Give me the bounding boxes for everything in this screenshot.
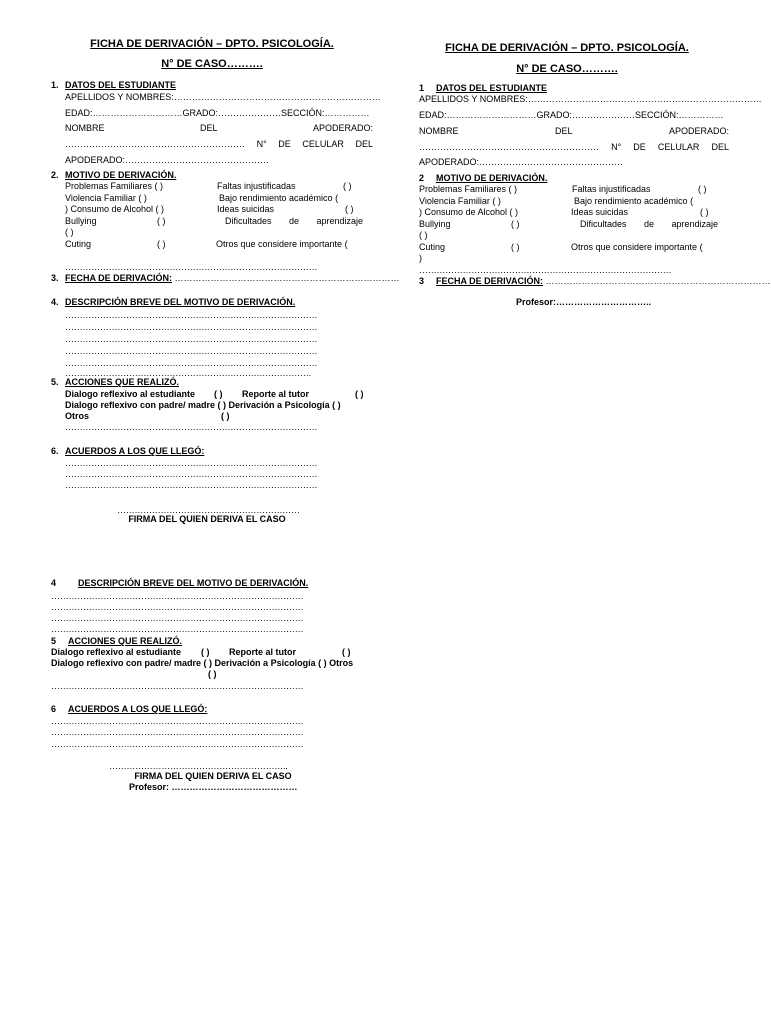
- section-heading: ACCIONES QUE REALIZÓ.: [68, 636, 183, 646]
- word: aprendizaje: [316, 216, 363, 226]
- checkbox-paren: ( ): [157, 239, 166, 249]
- dots-line: ……………………………………………………………………………: [65, 469, 318, 479]
- action-otros: Otros: [65, 411, 90, 421]
- section-number: 6: [51, 704, 57, 714]
- checkbox-paren: ( ): [342, 647, 351, 657]
- profesor-field: Profesor:…………………………..: [516, 297, 652, 307]
- option-faltas: Faltas injustificadas: [217, 181, 296, 191]
- section-number: 3.: [51, 273, 59, 283]
- option-bullying: Bullying: [65, 216, 97, 226]
- dots-line: ……………………………………………………………………………: [65, 334, 318, 344]
- dots-line: ……………………………………………………………………………: [51, 739, 304, 749]
- dots-line: ……………………………………………………: [419, 142, 599, 152]
- section-number: 1: [419, 83, 425, 93]
- word: APODERADO:: [312, 123, 373, 133]
- option-bajo-rendimiento: Bajo rendimiento académico (: [574, 196, 694, 206]
- dots-line: ……………………………………………………………………………: [65, 322, 318, 332]
- signature-line: ……………………………………………………..: [109, 761, 288, 771]
- word: DEL: [355, 139, 373, 149]
- word: NOMBRE: [65, 123, 105, 133]
- word: N°: [256, 139, 267, 149]
- option-consumo-alcohol: ) Consumo de Alcohol ( ): [419, 207, 519, 217]
- section-number: 5.: [51, 377, 59, 387]
- checkbox-paren: ( ): [208, 669, 217, 679]
- option-cuting: Cuting: [65, 239, 92, 249]
- case-number: N° DE CASO……….: [516, 63, 618, 75]
- checkbox-paren: ( ): [214, 389, 223, 399]
- option-dificultades: [225, 216, 363, 227]
- checkbox-paren: ( ): [221, 411, 230, 421]
- dots-line: ……………………………………………………………………………: [51, 727, 304, 737]
- dots-line: ……………………………………………………………………………: [51, 591, 304, 601]
- dots-line: ……………………………………………………………………………: [65, 346, 318, 356]
- section-heading: DESCRIPCIÓN BREVE DEL MOTIVO DE DERIVACIÓN.: [78, 578, 309, 588]
- section-number: 2: [419, 173, 425, 183]
- dots-line: ……………………………………………………………………………: [65, 480, 318, 490]
- dots-line: ……………………………………………………………………………: [65, 310, 318, 320]
- section-heading: DATOS DEL ESTUDIANTE: [65, 80, 177, 90]
- option-dificultades: [580, 219, 718, 230]
- action-reporte-tutor: Reporte al tutor: [229, 647, 297, 657]
- form-title: FICHA DE DERIVACIÓN – DPTO. PSICOLOGÍA.: [445, 42, 689, 54]
- section-heading: ACCIONES QUE REALIZÓ.: [65, 377, 180, 387]
- word: de: [288, 216, 299, 226]
- checkbox-paren: ( ): [345, 204, 354, 214]
- section-heading: MOTIVO DE DERIVACIÓN.: [436, 173, 548, 183]
- section-number: 5: [51, 636, 57, 646]
- dots-line: ……………………………………………………………………………: [51, 681, 304, 691]
- word: CELULAR: [302, 139, 344, 149]
- checkbox-paren: ( ): [698, 184, 707, 194]
- checkbox-paren: ( ): [700, 207, 709, 217]
- dots-line: ……………………………………………………………………………: [51, 613, 304, 623]
- apoderado-field: APODERADO:…………………………………………: [65, 155, 270, 165]
- dots-line: ……………………………………………………………………………: [65, 262, 318, 272]
- celular-line: [65, 139, 373, 150]
- section-heading: FECHA DE DERIVACIÓN:: [436, 276, 544, 286]
- signature-label: FIRMA DEL QUIEN DERIVA EL CASO: [134, 771, 292, 781]
- section-number: 1.: [51, 80, 59, 90]
- checkbox-paren: ( ): [511, 219, 520, 229]
- checkbox-paren: ( ): [511, 242, 520, 252]
- section-heading: ACUERDOS A LOS QUE LLEGÓ:: [65, 446, 205, 456]
- dots-line: ……………………………………………………………………………: [51, 716, 304, 726]
- dots-line: …………………………………………………………………: [172, 273, 400, 283]
- nombre-apoderado-label: [65, 123, 373, 134]
- nombre-apoderado-label: [419, 126, 729, 137]
- word: DE: [633, 142, 646, 152]
- option-problemas-familiares: Problemas Familiares ( ): [65, 181, 164, 191]
- section-number: 6.: [51, 446, 59, 456]
- word: Dificultades: [225, 216, 272, 226]
- option-ideas-suicidas: Ideas suicidas: [571, 207, 629, 217]
- profesor-field: Profesor: ……………………………………: [129, 782, 298, 792]
- section-heading: FECHA DE DERIVACIÓN:: [65, 273, 173, 283]
- checkbox-paren: ( ): [355, 389, 364, 399]
- section-number: 2.: [51, 170, 59, 180]
- dots-line: ……………………………………………………………………………: [65, 358, 318, 368]
- edad-grado-seccion-field: EDAD:…………………………GRADO:…………………SECCIÓN:……………: [419, 110, 724, 120]
- word: N°: [611, 142, 622, 152]
- action-reporte-tutor: Reporte al tutor: [242, 389, 310, 399]
- option-problemas-familiares: Problemas Familiares ( ): [419, 184, 518, 194]
- option-consumo-alcohol: ) Consumo de Alcohol ( ): [65, 204, 165, 214]
- option-ideas-suicidas: Ideas suicidas: [217, 204, 275, 214]
- apellidos-field: APELLIDOS Y NOMBRES:……………………………………………………………………: [419, 94, 762, 104]
- dots-line: ………………………………………………………………………….: [65, 368, 311, 378]
- section-number: 3: [419, 276, 425, 286]
- fecha-line: [436, 276, 771, 287]
- checkbox-paren: ( ): [157, 216, 166, 226]
- apellidos-field: APELLIDOS Y NOMBRES:……………………………………………………………: [65, 92, 381, 102]
- fecha-line: [65, 273, 400, 284]
- word: DEL: [199, 123, 218, 133]
- word: de: [643, 219, 654, 229]
- checkbox-paren: ( ): [65, 227, 74, 237]
- action-dialogo-estudiante: Dialogo reflexivo al estudiante: [51, 647, 182, 657]
- section-number: 4.: [51, 297, 59, 307]
- checkbox-paren: ( ): [343, 181, 352, 191]
- case-number: N° DE CASO……….: [161, 58, 263, 70]
- section-heading: DESCRIPCIÓN BREVE DEL MOTIVO DE DERIVACIÓN.: [65, 297, 296, 307]
- checkbox-paren: ( ): [201, 647, 210, 657]
- apoderado-field: APODERADO:…………………………………………: [419, 157, 624, 167]
- option-cuting: Cuting: [419, 242, 446, 252]
- section-heading: DATOS DEL ESTUDIANTE: [436, 83, 548, 93]
- section-number: 4: [51, 578, 57, 588]
- signature-label: FIRMA DEL QUIEN DERIVA EL CASO: [128, 514, 286, 524]
- celular-line: [419, 142, 729, 153]
- action-dialogo-padre: Dialogo reflexivo con padre/ madre ( ) Derivación a Psicología ( ): [65, 400, 341, 410]
- word: Dificultades: [580, 219, 627, 229]
- option-violencia-familiar: Violencia Familiar ( ): [65, 193, 147, 203]
- word: aprendizaje: [671, 219, 718, 229]
- word: DEL: [554, 126, 573, 136]
- dots-line: ……………………………………………………………………………: [65, 458, 318, 468]
- dots-line: ……………………………………………………: [65, 139, 245, 149]
- word: DE: [278, 139, 291, 149]
- dots-line: ……………………………………………………………………………: [419, 265, 672, 275]
- section-heading: MOTIVO DE DERIVACIÓN.: [65, 170, 177, 180]
- dots-line: ……………………………………………………………………………: [51, 624, 304, 634]
- section-heading: ACUERDOS A LOS QUE LLEGÓ:: [68, 704, 208, 714]
- action-dialogo-padre: Dialogo reflexivo con padre/ madre ( ) Derivación a Psicología ( ) Otros: [51, 658, 354, 668]
- option-otros: Otros que considere importante (: [216, 239, 348, 249]
- checkbox-paren: ( ): [419, 230, 428, 240]
- word: NOMBRE: [419, 126, 459, 136]
- checkbox-paren: ): [419, 253, 422, 263]
- option-violencia-familiar: Violencia Familiar ( ): [419, 196, 501, 206]
- action-dialogo-estudiante: Dialogo reflexivo al estudiante: [65, 389, 196, 399]
- word: CELULAR: [657, 142, 700, 152]
- dots-line: ……………………………………………………………………………: [51, 602, 304, 612]
- edad-grado-seccion-field: EDAD:…………………………GRADO:…………………SECCIÓN:……………: [65, 108, 370, 118]
- option-bullying: Bullying: [419, 219, 451, 229]
- option-otros: Otros que considere importante (: [571, 242, 703, 252]
- dots-line: …………………………………………………………………: [543, 276, 771, 286]
- word: DEL: [711, 142, 729, 152]
- option-faltas: Faltas injustificadas: [572, 184, 651, 194]
- option-bajo-rendimiento: Bajo rendimiento académico (: [219, 193, 339, 203]
- dots-line: ……………………………………………………………………………: [65, 422, 318, 432]
- signature-line: ………………………………………………………: [117, 505, 300, 515]
- form-title: FICHA DE DERIVACIÓN – DPTO. PSICOLOGÍA.: [90, 38, 334, 50]
- word: APODERADO:: [668, 126, 729, 136]
